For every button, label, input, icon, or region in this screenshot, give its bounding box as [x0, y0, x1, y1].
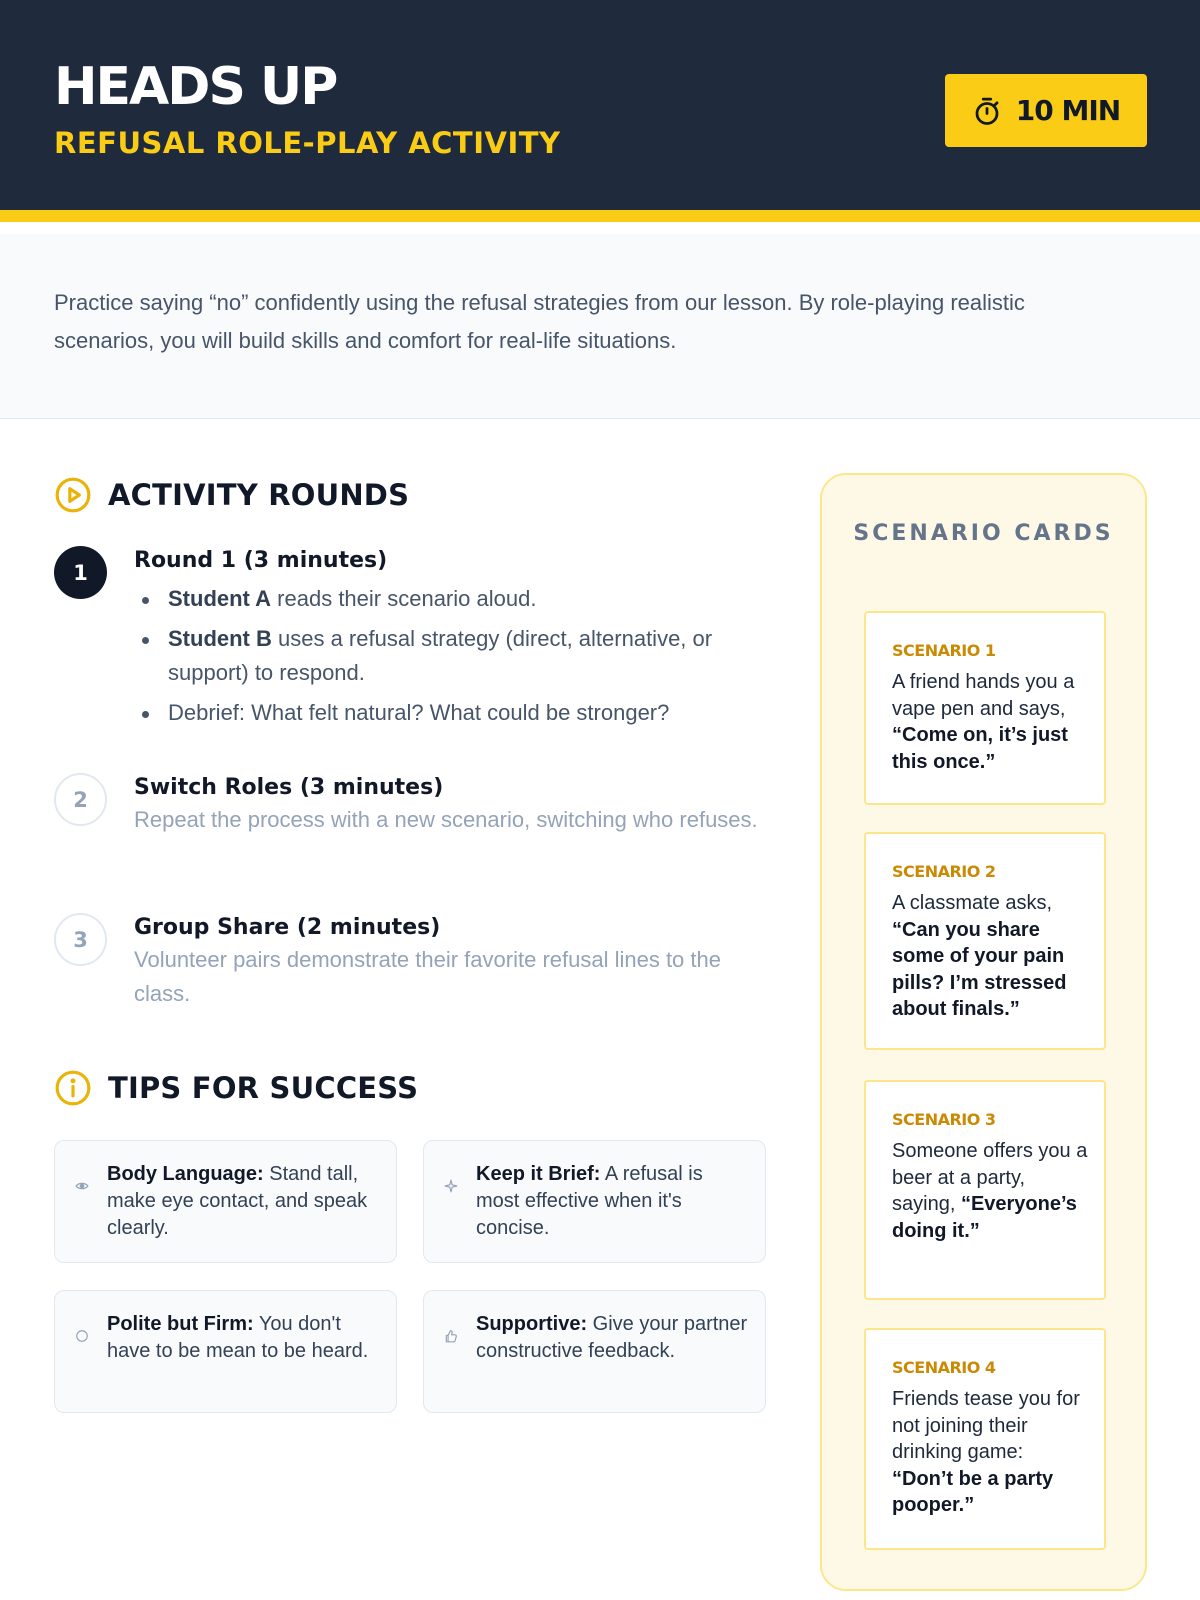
page-subtitle: REFUSAL ROLE-PLAY ACTIVITY — [54, 126, 561, 160]
round-bullets — [134, 582, 774, 730]
round-title: Round 1 (3 minutes) — [134, 548, 388, 573]
tip-text: Polite but Firm: You don't have to be mean to be heard. — [107, 1313, 369, 1362]
bullet-item: Debrief: What felt natural? What could be stronger? — [134, 696, 774, 730]
tip-card — [423, 1290, 766, 1413]
sparkle-icon — [444, 1179, 458, 1193]
stopwatch-icon — [972, 96, 1002, 126]
time-label: 10 MIN — [1015, 94, 1121, 127]
scenario-text: A friend hands you a vape pen and says, “Come on, it’s just this once.” — [892, 671, 1075, 773]
scenario-text: Friends tease you for not joining their drinking game: “Don’t be a party pooper.” — [892, 1388, 1080, 1516]
scenario-cards-title: SCENARIO CARDS — [853, 521, 1114, 546]
round-title: Switch Roles (3 minutes) — [134, 775, 444, 800]
tip-card — [423, 1140, 766, 1263]
scenario-cards-panel — [820, 473, 1147, 1591]
bullet-item: Student A reads their scenario aloud. — [134, 582, 774, 616]
tip-card — [54, 1290, 397, 1413]
intro-section — [0, 234, 1200, 419]
circle-icon — [75, 1329, 89, 1343]
round-description: Repeat the process with a new scenario, switching who refuses. — [134, 807, 758, 832]
play-circle-icon — [54, 476, 92, 514]
info-circle-icon — [54, 1069, 92, 1107]
tip-text: Keep it Brief: A refusal is most effective when it's concise. — [476, 1163, 703, 1239]
scenario-card[interactable] — [864, 832, 1106, 1050]
scenario-label: SCENARIO 4 — [892, 1358, 996, 1377]
bullet-item: Student B uses a refusal strategy (direct, alternative, or support) to respond. — [134, 622, 774, 690]
scenario-text: Someone offers you a beer at a party, saying, “Everyone’s doing it.” — [892, 1140, 1088, 1242]
intro-text: Practice saying “no” confidently using the refusal strategies from our lesson. By role-playing realistic scenarios, you will build skills and comfort for real-life situations. — [54, 290, 1025, 353]
scenario-card[interactable] — [864, 611, 1106, 805]
round-title: Group Share (2 minutes) — [134, 915, 441, 940]
scenario-label: SCENARIO 3 — [892, 1110, 996, 1129]
scenario-label: SCENARIO 1 — [892, 641, 996, 660]
time-badge — [945, 74, 1147, 147]
activity-rounds-title: ACTIVITY ROUNDS — [108, 478, 410, 512]
eye-icon — [75, 1179, 89, 1193]
tip-text: Body Language: Stand tall, make eye contact, and speak clearly. — [107, 1163, 368, 1239]
scenario-card[interactable] — [864, 1328, 1106, 1550]
round-number: 2 — [54, 773, 107, 826]
page-header — [0, 0, 1200, 222]
tip-text: Supportive: Give your partner constructive feedback. — [476, 1313, 748, 1362]
scenario-label: SCENARIO 2 — [892, 862, 996, 881]
thumbs-up-icon — [444, 1329, 458, 1343]
tips-heading — [54, 1069, 418, 1107]
round-description: Volunteer pairs demonstrate their favorite refusal lines to the class. — [134, 947, 721, 1006]
tips-title: TIPS FOR SUCCESS — [108, 1071, 419, 1105]
round-number: 3 — [54, 913, 107, 966]
scenario-card[interactable] — [864, 1080, 1106, 1300]
round-number: 1 — [54, 546, 107, 599]
page-title: HEADS UP — [54, 57, 337, 117]
tip-card — [54, 1140, 397, 1263]
scenario-text: A classmate asks, “Can you share some of your pain pills? I’m stressed about finals.” — [892, 892, 1067, 1020]
activity-rounds-heading — [54, 476, 409, 514]
